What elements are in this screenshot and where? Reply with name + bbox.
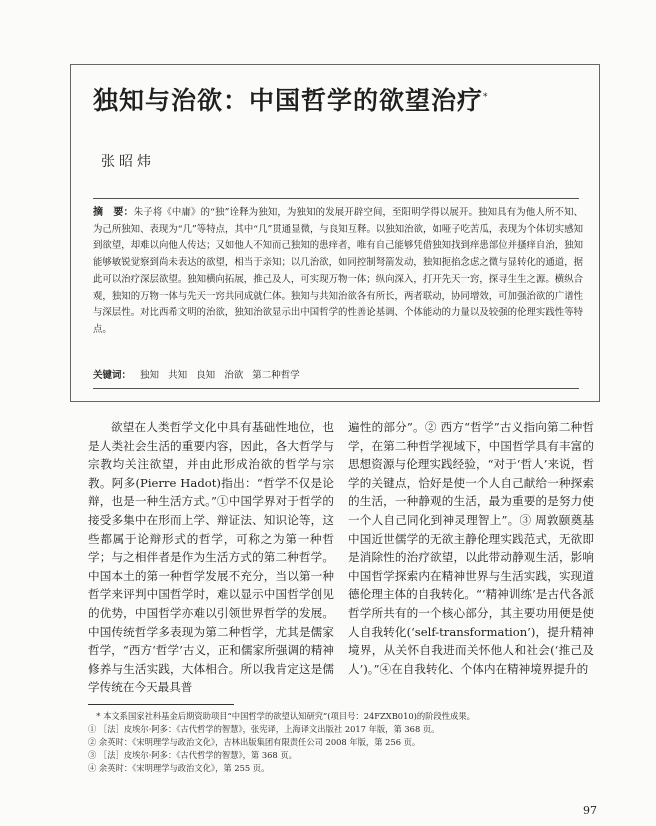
title-box [70, 64, 600, 402]
article-title: 独知与治欲：中国哲学的欲望治疗* [93, 86, 489, 115]
body-column-left: 欲望在人类哲学文化中具有基础性地位，也是人类社会生活的重要内容，因此，各大哲学与宗教均关注欲望，并由此形成治欲的哲学与宗教。阿多(Pierre Hadot)指出：“哲学不仅是论辩，也是一种生活方式。”①中国学界对于哲学的接受多集中在形而上学、辩证法、知识论等，这些都属于论辩形式的哲学，可称之为第一种哲学；与之相伴者是作为生活方式的第二种哲学。中国本土的第一种哲学发展不充分，当以第一种哲学来评判中国哲学时，难以显示中国哲学创见的优势，中国哲学亦难以引领世界哲学的发展。中国传统哲学多表现为第二种哲学，尤其是儒家哲学，“西方‘哲学’古义，正和儒家所强调的精神修养与生活实践，大体相合。所以我肯定这是儒学传统在今天最具普 [88, 420, 334, 695]
abstract-bottom-rule [93, 388, 579, 389]
keyword: 共知 [168, 370, 188, 381]
footnote: ② 余英时：《宋明理学与政治文化》，吉林出版集团有限责任公司 2008 年版，第 256 页。 [88, 737, 421, 747]
keyword: 良知 [196, 370, 216, 381]
keywords-label: 关键词： [93, 370, 132, 381]
footnote: * 本文系国家社科基金后期资助项目“中国哲学的欲望认知研究”(项目号：24FZXB010)的阶段性成果。 [88, 711, 475, 721]
author-name: 张昭炜 [101, 154, 155, 170]
abstract-label: 摘 要： [93, 207, 134, 218]
abstract-text: 朱子将《中庸》的“独”诠释为独知，为独知的发展开辟空间，至阳明学得以展开。独知具有为他人所不知、为己所独知、表现为“几”等特点，其中“几”贯通显微，与良知互释。以独知治欲，如哑子吃苦瓜，表现为个体切实感知到欲望，却难以向他人传达；又如他人不知而己独知的患痒者，唯有自己能够凭借独知找到痒患部位并搔痒自治，独知能够敏锐觉察到尚未表达的欲望，相当于亲知；以几治欲，如同控制弩箭发动，独知扼掐念虑之微与显转化的通道，据此可以治疗深层欲望。独知横向拓展，推己及人，可实现万物一体；纵向深入，打开先天一窍，探寻生生之源。横纵合观，独知的万物一体与先天一窍共同成就仁体。独知与共知治欲各有所长，两者联动，协同增效，可加强治欲的广谱性与深层性。对比西希文明的治欲，独知治欲显示出中国哲学的性善论基调、个体能动的力量以及较强的伦理实践性等特点。 [93, 207, 583, 335]
body-column-right: 遍性的部分”。② 西方“哲学”古义指向第二种哲学，在第二种哲学视域下，中国哲学具有丰富的思想资源与伦理实践经验，“对于‘哲人’来说，哲学的关键点，恰好是使一个人自己献给一种探索的生活，一种静观的生活，最为重要的是努力使一个人自己同化到神灵理智上”。③ 周敦颐奠基中国近世儒学的无欲主静伦理实践范式，无欲即是消除性的治疗欲望，以此带动静观生活，影响中国哲学探索内在精神世界与生活实践，实现道德伦理主体的自我转化。“‘精神训练’是古代各派哲学所共有的一个核心部分，其主要功用便是使人自我转化(‘self-transformation’)，提升精神境界，从关怀自我进而关怀他人和社会(‘推己及人’)。”④在自我转化、个体内在精神境界提升的 [348, 420, 594, 676]
page-number: 97 [583, 804, 597, 817]
title-footnote-mark: * [483, 92, 489, 103]
footnote: ① ［法］皮埃尔·阿多：《古代哲学的智慧》，张宪译，上海译文出版社 2017 年版，第 368 页。 [88, 724, 440, 734]
keyword: 第二种哲学 [252, 370, 300, 381]
keyword: 独知 [140, 370, 160, 381]
abstract-top-rule [93, 198, 579, 199]
footnote: ④ 余英时：《宋明理学与政治文化》，第 255 页。 [88, 763, 270, 773]
keyword: 治欲 [224, 370, 244, 381]
footnote-rule [88, 704, 234, 705]
keywords [93, 367, 300, 381]
abstract [93, 205, 583, 339]
footnotes [88, 710, 475, 775]
footnote: ③ ［法］皮埃尔·阿多：《古代哲学的智慧》，第 368 页。 [88, 750, 297, 760]
